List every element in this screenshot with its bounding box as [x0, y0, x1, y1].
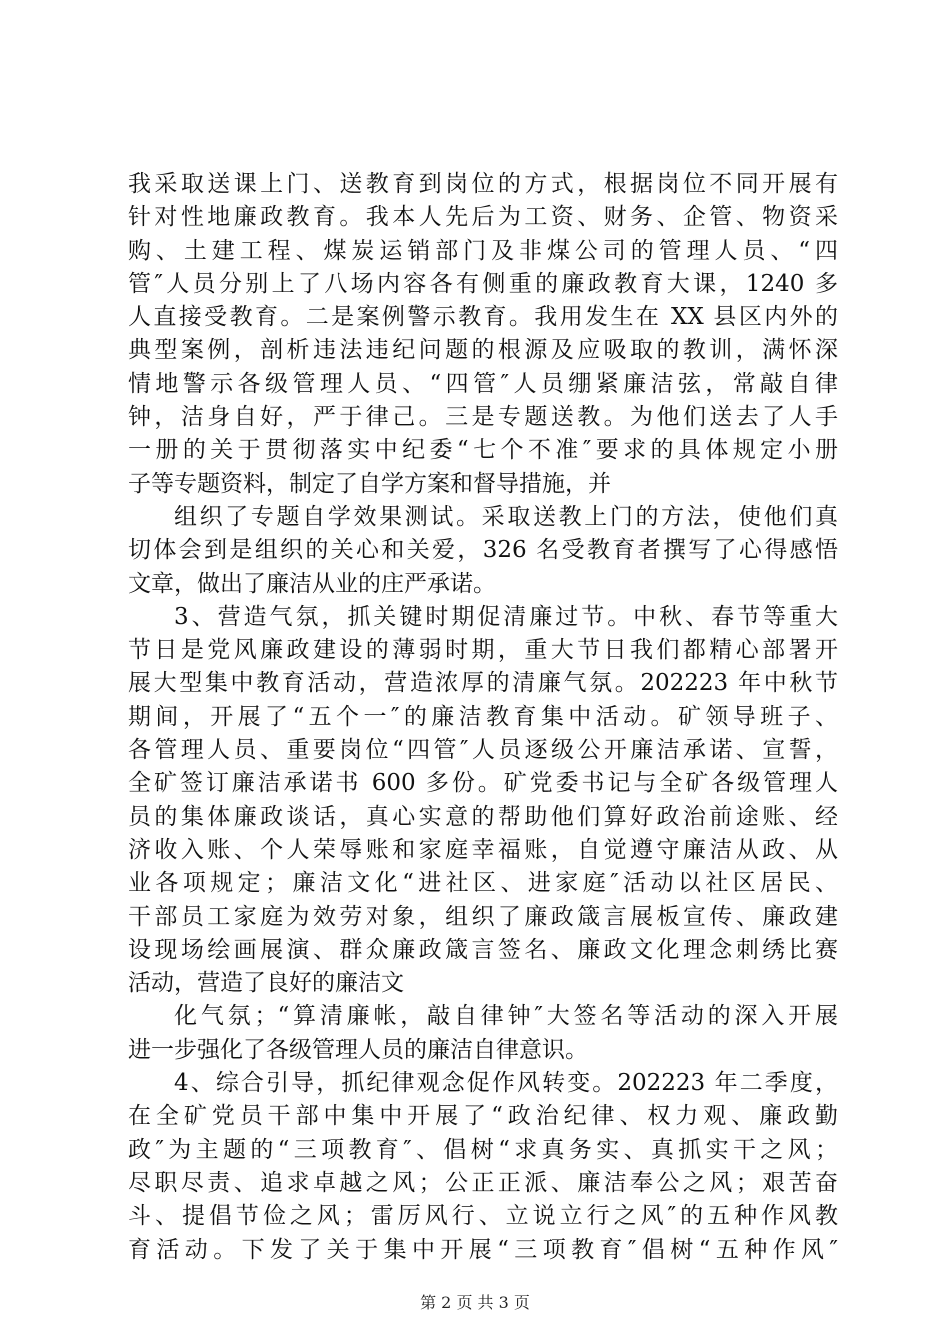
- text-line: 各管理人员、重要岗位“四管″人员逐级公开廉洁承诺、宣誓，: [128, 737, 838, 764]
- body-text: [128, 168, 838, 1267]
- text-line: 管″人员分别上了八场内容各有侧重的廉政教育大课，1240 多: [128, 270, 838, 297]
- text-line: 期间，开展了“五个一″的廉洁教育集中活动。矿领导班子、: [128, 703, 838, 730]
- text-line: 在全矿党员干部中集中开展了“政治纪律、权力观、廉政勤: [128, 1103, 838, 1130]
- text-line: 斗、提倡节俭之风；雷厉风行、立说立行之风″的五种作风教: [128, 1203, 838, 1230]
- text-line: 育活动。下发了关于集中开展“三项教育″倡树“五种作风″: [128, 1236, 838, 1263]
- text-line: 一册的关于贯彻落实中纪委“七个不准″要求的具体规定小册: [128, 437, 838, 464]
- text-line: 政″为主题的“三项教育″、倡树“求真务实、真抓实干之风；: [128, 1136, 838, 1163]
- text-line: 化气氛；“算清廉帐，敲自律钟″大签名等活动的深入开展: [174, 1003, 838, 1030]
- text-line: 组织了专题自学效果测试。采取送教上门的方法，使他们真: [174, 503, 838, 530]
- text-line: 设现场绘画展演、群众廉政箴言签名、廉政文化理念刺绣比赛: [128, 936, 838, 963]
- text-line: 尽职尽责、追求卓越之风；公正正派、廉洁奉公之风；艰苦奋: [128, 1169, 838, 1196]
- text-line: 文章，做出了廉洁从业的庄严承诺。: [128, 570, 496, 597]
- text-line: 我采取送课上门、送教育到岗位的方式，根据岗位不同开展有: [128, 171, 838, 197]
- text-line: 员的集体廉政谈话，真心实意的帮助他们算好政治前途账、经: [128, 803, 838, 830]
- text-line: 人直接受教育。二是案例警示教育。我用发生在 XX 县区内外的: [128, 304, 838, 331]
- text-line: 展大型集中教育活动，营造浓厚的清廉气氛。202223 年中秋节: [128, 670, 838, 697]
- text-line: 进一步强化了各级管理人员的廉洁自律意识。: [128, 1036, 588, 1063]
- text-line: 3、营造气氛，抓关键时期促清廉过节。中秋、春节等重大: [174, 603, 838, 630]
- text-line: 购、土建工程、煤炭运销部门及非煤公司的管理人员、“四: [128, 237, 838, 264]
- text-line: 子等专题资料，制定了自学方案和督导措施，并: [128, 470, 611, 497]
- text-line: 钟，洁身自好，严于律己。三是专题送教。为他们送去了人手: [128, 404, 838, 431]
- text-line: 济收入账、个人荣辱账和家庭幸福账，自觉遵守廉洁从政、从: [128, 836, 838, 863]
- text-line: 业各项规定；廉洁文化“进社区、进家庭″活动以社区居民、: [128, 870, 838, 897]
- text-line: 典型案例，剖析违法违纪问题的根源及应吸取的教训，满怀深: [128, 337, 838, 364]
- text-line: 4、综合引导，抓纪律观念促作风转变。202223 年二季度，: [174, 1070, 838, 1097]
- text-line: 干部员工家庭为效劳对象，组织了廉政箴言展板宣传、廉政建: [128, 903, 838, 930]
- text-line: 情地警示各级管理人员、“四管″人员绷紧廉洁弦，常敲自律: [128, 370, 838, 397]
- text-line: 节日是党风廉政建设的薄弱时期，重大节日我们都精心部署开: [128, 637, 838, 664]
- text-line: 针对性地廉政教育。我本人先后为工资、财务、企管、物资采: [128, 204, 838, 231]
- text-line: 切体会到是组织的关心和关爱，326 名受教育者撰写了心得感悟: [128, 537, 838, 564]
- page-footer: 第 2 页 共 3 页: [420, 1293, 530, 1312]
- text-line: 活动，营造了良好的廉洁文: [128, 970, 404, 997]
- text-line: 全矿签订廉洁承诺书 600 多份。矿党委书记与全矿各级管理人: [128, 770, 838, 797]
